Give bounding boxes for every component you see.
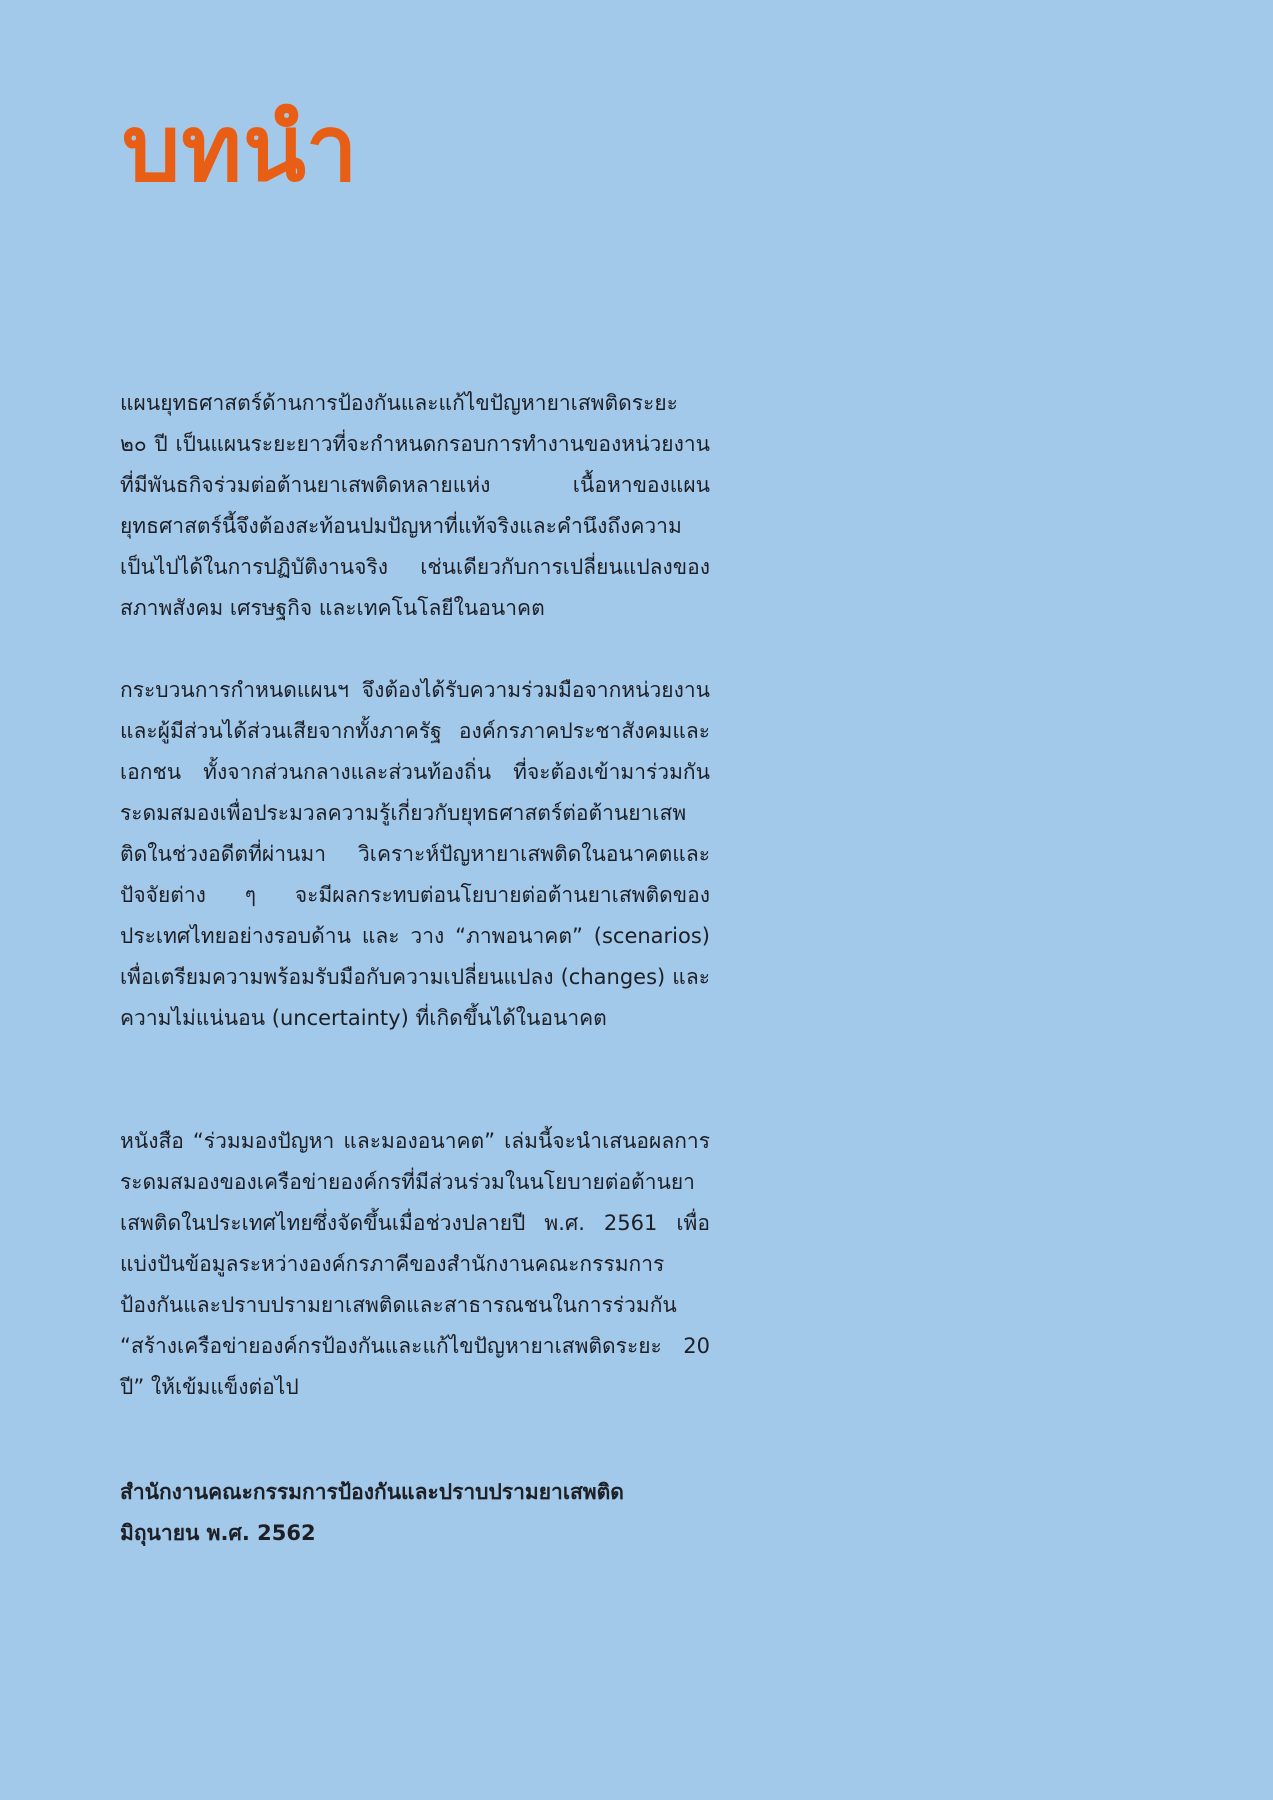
signature-block [120,1472,770,1554]
page-title: บทนำ [122,95,359,202]
paragraph-1-block [120,383,710,629]
signature-date: มิถุนายน พ.ศ. 2562 [120,1521,316,1545]
paragraph-3: หนังสือ “ร่วมมองปัญหา และมองอนาคต” เล่มนี้จะนำเสนอผลการระดมสมองของเครือข่ายองค์กรที่มีส่วนร่วมในนโยบายต่อต้านยาเสพติดในประเทศไทยซึ่งจัดขึ้นเมื่อช่วงปลายปี พ.ศ. 2561 เพื่อแบ่งปันข้อมูลระหว่างองค์กรภาคีของสำนักงานคณะกรรมการป้องกันและปราบปรามยาเสพติดและสาธารณชนในการร่วมกัน “สร้างเครือข่ายองค์กรป้องกันและแก้ไขปัญหายาเสพติดระยะ 20 ปี” ให้เข้มแข็งต่อไป [120,1129,710,1399]
paragraph-2-block [120,670,710,1039]
paragraph-3-block [120,1121,710,1408]
paragraph-2: กระบวนการกำหนดแผนฯ จึงต้องได้รับความร่วมมือจากหน่วยงานและผู้มีส่วนได้ส่วนเสียจากทั้งภาครัฐ องค์กรภาคประชาสังคมและเอกชน ทั้งจากส่วนกลางและส่วนท้องถิ่น ที่จะต้องเข้ามาร่วมกันระดมสมองเพื่อประมวลความรู้เกี่ยวกับยุทธศาสตร์ต่อต้านยาเสพติดในช่วงอดีตที่ผ่านมา วิเคราะห์ปัญหายาเสพติดในอนาคตและปัจจัยต่าง ๆ จะมีผลกระทบต่อนโยบายต่อต้านยาเสพติดของประเทศไทยอย่างรอบด้าน และ วาง “ภาพอนาคต” (scenarios) เพื่อเตรียมความพร้อมรับมือกับความเปลี่ยนแปลง (changes) และความไม่แน่นอน (uncertainty) ที่เกิดขึ้นได้ในอนาคต [120,678,710,1030]
signature-organization: สำนักงานคณะกรรมการป้องกันและปราบปรามยาเสพติด [120,1480,624,1504]
paragraph-1: แผนยุทธศาสตร์ด้านการป้องกันและแก้ไขปัญหายาเสพติดระยะ ๒๐ ปี เป็นแผนระยะยาวที่จะกำหนดกรอบการทำงานของหน่วยงานที่มีพันธกิจร่วมต่อต้านยาเสพติดหลายแห่ง เนื้อหาของแผนยุทธศาสตร์นี้จึงต้องสะท้อนปมปัญหาที่แท้จริงและคำนึงถึงความเป็นไปได้ในการปฏิบัติงานจริง เช่นเดียวกับการเปลี่ยนแปลงของสภาพสังคม เศรษฐกิจ และเทคโนโลยีในอนาคต [120,391,710,620]
